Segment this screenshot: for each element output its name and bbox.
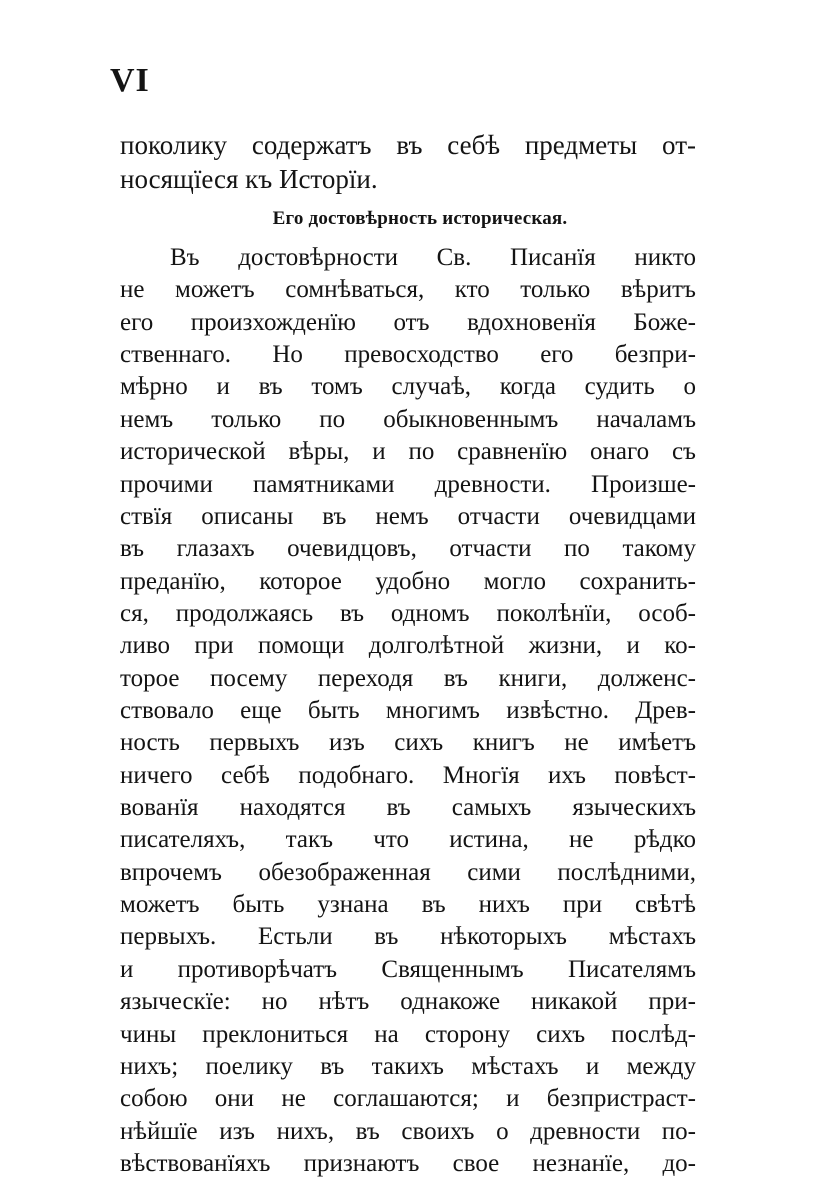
body-line: ственнаго. Но превосходство его безпри-: [120, 341, 696, 368]
body-line: его произхожденїю отъ вдохновенїя Боже-: [120, 309, 696, 336]
body-line: нихъ; поелику въ такихъ мѣстахъ и между: [120, 1053, 696, 1080]
body-line: исторической вѣры, и по сравненїю онаго съ: [120, 438, 696, 465]
body-line: собою они не соглашаются; и безпристраст-: [120, 1085, 696, 1112]
intro-line: поколику содержатъ въ себѣ предметы от-: [120, 130, 696, 160]
body-line: и противорѣчатъ Священнымъ Писателямъ: [120, 956, 696, 983]
body-line: ность первыхъ изъ сихъ книгъ не имѣетъ: [120, 729, 696, 756]
body-line: языческїе: но нѣтъ однакоже никакой при-: [120, 988, 696, 1015]
body-line: немъ только по обыкновеннымъ началамъ: [120, 406, 696, 433]
section-heading: Его достовѣрность историческая.: [272, 208, 568, 229]
body-line: въ глазахъ очевидцовъ, отчасти по такому: [120, 535, 696, 562]
body-line: писателяхъ, такъ что истина, не рѣдко: [120, 826, 696, 853]
body-line: прочими памятниками древности. Произше-: [120, 471, 696, 498]
body-line: ствовало еще быть многимъ извѣстно. Древ-: [120, 697, 696, 724]
body-line: впрочемъ обезображенная сими послѣдними,: [120, 859, 696, 886]
body-line: торое посему переходя въ книги, долженс-: [120, 665, 696, 692]
body-line: не можетъ сомнѣваться, кто только вѣритъ: [120, 276, 696, 303]
body-line: чины преклониться на сторону сихъ послѣд-: [120, 1021, 696, 1048]
body-line: первыхъ. Естьли въ нѣкоторыхъ мѣстахъ: [120, 923, 696, 950]
body-line: Въ достовѣрности Св. Писанїя никто: [170, 244, 696, 271]
body-line: ливо при помощи долголѣтной жизни, и ко-: [120, 632, 696, 659]
body-line: ствїя описаны въ немъ отчасти очевидцами: [120, 503, 696, 530]
body-line: ся, продолжаясь въ одномъ поколѣнїи, особ-: [120, 600, 696, 627]
body-line: нѣйшїе изъ нихъ, въ своихъ о древности по-: [120, 1118, 696, 1145]
page-number: VI: [110, 62, 150, 99]
body-line: вѣствованїяхъ признаютъ свое незнанїе, до-: [120, 1150, 696, 1177]
body-line: можетъ быть узнана въ нихъ при свѣтѣ: [120, 891, 696, 918]
intro-line: носящїеся къ Исторїи.: [120, 164, 378, 194]
body-line: преданїю, которое удобно могло сохранить-: [120, 568, 696, 595]
body-line: мѣрно и въ томъ случаѣ, когда судить о: [120, 373, 696, 400]
body-line: вованїя находятся въ самыхъ языческихъ: [120, 794, 696, 821]
body-line: ничего себѣ подобнаго. Многїя ихъ повѣст-: [120, 762, 696, 789]
